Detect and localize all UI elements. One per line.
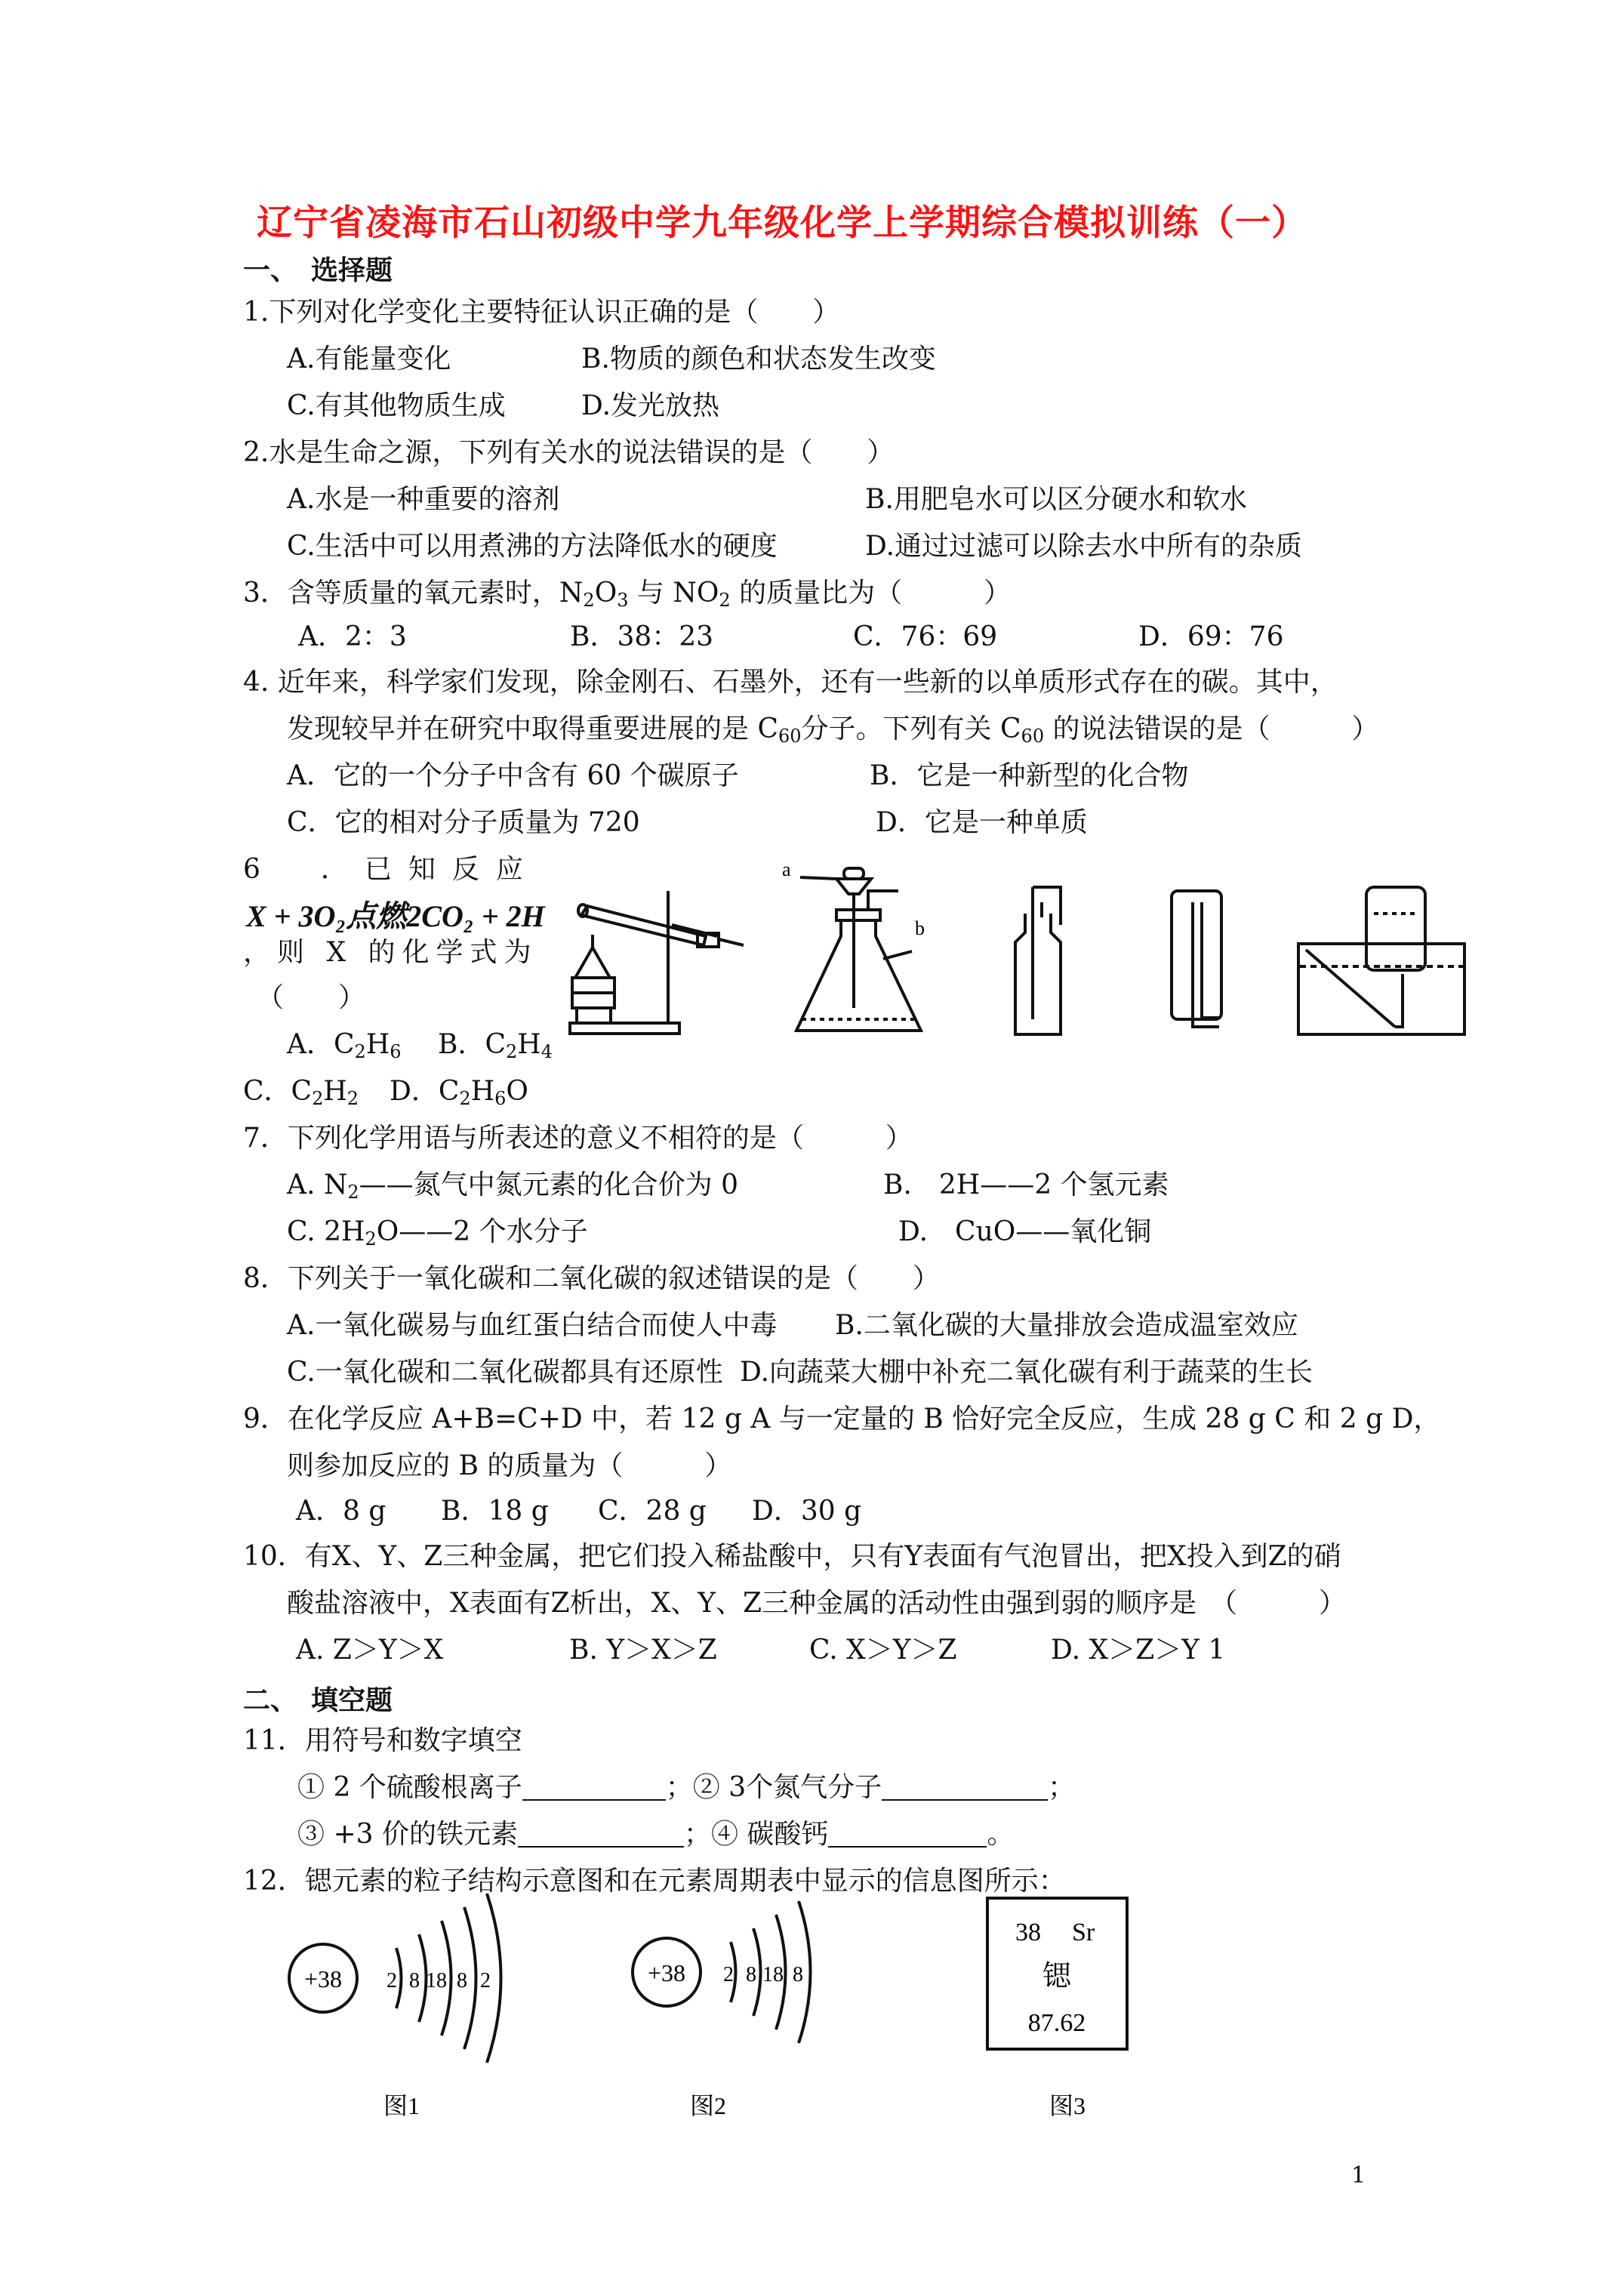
q8-option-b: B.二氧化碳的大量排放会造成温室效应 — [835, 1310, 1298, 1341]
q1-option-c: C.有其他物质生成 — [287, 390, 506, 421]
cell-element-name: 锶 — [1042, 1961, 1072, 1992]
fig2-shell-1: 2 — [723, 1963, 734, 1986]
caption-fig3: 图3 — [1049, 2092, 1086, 2119]
q10-stem-line2: 酸盐溶液中，X表面有Z析出，X、Y、Z三种金属的活动性由强到弱的顺序是 （ ） — [287, 1588, 1347, 1619]
heating-apparatus — [570, 891, 744, 1034]
cell-symbol: Sr — [1072, 1918, 1095, 1946]
q9-option-b: B．18 g — [441, 1496, 549, 1527]
q4-option-a: A．它的一个分子中含有 60 个碳原子 — [287, 760, 739, 791]
section-heading-choice: 一、 选择题 — [243, 255, 393, 286]
q3-stem: 3．含等质量的氧元素时，$N_2O_3$ 与 $NO_2$ 的质量比为（ ） — [243, 578, 1012, 611]
fig2-shell-2: 8 — [746, 1963, 756, 1986]
answer-blank-4[interactable] — [828, 1820, 987, 1848]
q1-stem: 1.下列对化学变化主要特征认识正确的是（ ） — [243, 297, 840, 328]
q6-stem-line3: ，则 X 的化学式为 — [243, 937, 538, 968]
q1-option-a: A.有能量变化 — [287, 344, 451, 374]
q6-stem-line1: 6 ．已知反应 — [243, 854, 540, 885]
q3-option-a: A．2：3 — [298, 621, 407, 652]
q11-row2: ③ +3 价的铁元素 ；④ 碳酸钙 。 — [297, 1819, 1015, 1850]
q6-equation: X + 3O₂点燃2CO₂ + 2H — [246, 899, 545, 933]
q7-option-d: D. CuO——氧化铜 — [898, 1216, 1152, 1247]
q9-option-a: A．8 g — [296, 1496, 387, 1527]
q9-stem-line2: 则参加反应的 B 的质量为（ ） — [287, 1450, 732, 1481]
q11-stem: 11．用符号和数字填空 — [243, 1725, 522, 1756]
q8-option-d: D.向蔬菜大棚中补充二氧化碳有利于蔬菜的生长 — [740, 1357, 1313, 1388]
q2-option-b: B.用肥皂水可以区分硬水和软水 — [865, 484, 1247, 515]
q2-option-c: C.生活中可以用煮沸的方法降低水的硬度 — [287, 531, 778, 562]
page-title: 辽宁省凌海市石山初级中学九年级化学上学期综合模拟训练（一） — [257, 202, 1307, 244]
answer-blank-3[interactable] — [518, 1820, 684, 1848]
lab-apparatus-figure — [559, 861, 1570, 1042]
q3-option-c: C．76：69 — [853, 621, 998, 652]
q3-option-d: D．69：76 — [1138, 621, 1284, 652]
q7-option-b: B. 2H——2 个氢元素 — [883, 1170, 1169, 1200]
strontium-figures — [272, 1888, 1178, 2129]
q7-stem: 7．下列化学用语与所表述的意义不相符的是（ ） — [243, 1123, 913, 1154]
q12-stem: 12．锶元素的粒子结构示意图和在元素周期表中显示的信息图所示： — [243, 1866, 1066, 1897]
q2-option-d: D.通过过滤可以除去水中所有的杂质 — [865, 531, 1303, 562]
water-trough — [1298, 887, 1464, 1034]
q10-stem-line1: 10．有X、Y、Z三种金属，把它们投入稀盐酸中，只有Y表面有气泡冒出，把X投入到Z的硝 — [243, 1541, 1341, 1572]
flask-apparatus — [796, 868, 921, 1031]
fig1-shell-4: 8 — [457, 1969, 467, 1992]
q9-option-d: D．30 g — [752, 1496, 862, 1527]
q8-stem: 8．下列关于一氧化碳和二氧化碳的叙述错误的是（ ） — [243, 1263, 940, 1294]
q6-stem-line4: （ ） — [257, 982, 366, 1013]
q8-option-c: C.一氧化碳和二氧化碳都具有还原性 — [287, 1357, 723, 1388]
q4-option-c: C．它的相对分子质量为 720 — [287, 807, 640, 838]
q2-option-a: A.水是一种重要的溶剂 — [287, 484, 560, 515]
gas-collection-bottle — [1015, 887, 1061, 1034]
q10-option-d: D. X＞Z＞Y 1 — [1051, 1635, 1226, 1666]
fig1-shell-2: 8 — [409, 1969, 420, 1992]
answer-blank-2[interactable] — [882, 1774, 1048, 1801]
caption-fig1: 图1 — [383, 2092, 420, 2119]
label-b: b — [915, 917, 925, 939]
fig1-nucleus-label: +38 — [303, 1965, 343, 1992]
fig1-shell-5: 2 — [480, 1969, 491, 1992]
cell-atomic-mass: 87.62 — [1027, 2009, 1086, 2037]
q7-option-c: C. $2H_2O——2$ 个水分子 — [287, 1216, 588, 1250]
q6-option-a: A．$C_2H_6$ — [287, 1029, 402, 1062]
q4-option-b: B．它是一种新型的化合物 — [870, 760, 1189, 791]
q6-option-b: B．$C_2H_4$ — [438, 1029, 553, 1062]
q8-option-a: A.一氧化碳易与血红蛋白结合而使人中毒 — [287, 1310, 778, 1341]
q1-option-d: D.发光放热 — [581, 390, 720, 421]
q3-option-b: B．38：23 — [570, 621, 714, 652]
q7-option-a: A. $N_2——$氮气中氮元素的化合价为 0 — [287, 1170, 739, 1203]
label-a: a — [782, 861, 791, 880]
page-number: 1 — [1351, 2162, 1366, 2189]
q10-option-c: C. X＞Y＞Z — [809, 1635, 957, 1666]
q11-row1: ① 2 个硫酸根离子 ；② 3个氮气分子 ； — [297, 1772, 1076, 1803]
q4-stem-line1: 4. 近年来，科学家们发现，除金刚石、石墨外，还有一些新的以单质形式存在的碳。其中， — [243, 667, 1338, 698]
q6-option-d: D．$C_2H_6O$ — [390, 1076, 528, 1109]
caption-fig2: 图2 — [690, 2092, 727, 2119]
q9-stem-line1: 9．在化学反应 A+B=C+D 中，若 12 g A 与一定量的 B 恰好完全反应，生成 28 g C 和 2 g D， — [243, 1404, 1441, 1435]
fig1-shell-1: 2 — [387, 1969, 397, 1992]
fig2-nucleus-label: +38 — [647, 1959, 686, 1986]
answer-blank-1[interactable] — [522, 1774, 666, 1801]
inverted-bottle — [1172, 891, 1221, 1027]
q10-option-a: A. Z＞Y＞X — [296, 1635, 444, 1666]
q6-option-c: C．$C_2H_2$ — [243, 1076, 359, 1109]
q2-stem: 2.水是生命之源，下列有关水的说法错误的是（ ） — [243, 437, 895, 468]
q1-option-b: B.物质的颜色和状态发生改变 — [581, 344, 936, 374]
cell-atomic-number: 38 — [1015, 1918, 1041, 1946]
q4-option-d: D．它是一种单质 — [876, 807, 1088, 838]
fig2-shell-4: 8 — [793, 1963, 803, 1986]
q9-option-c: C．28 g — [598, 1496, 707, 1527]
section-heading-fill: 二、 填空题 — [243, 1685, 393, 1716]
fig1-shell-3: 18 — [426, 1969, 447, 1992]
fig2-shell-3: 18 — [762, 1963, 784, 1986]
q10-option-b: B. Y＞X＞Z — [569, 1635, 717, 1666]
q4-stem-line2: 发现较早并在研究中取得重要进展的是 $C_{60}$分子。下列有关 $C_{60}$ 的说法错误的是（ ） — [287, 713, 1379, 747]
